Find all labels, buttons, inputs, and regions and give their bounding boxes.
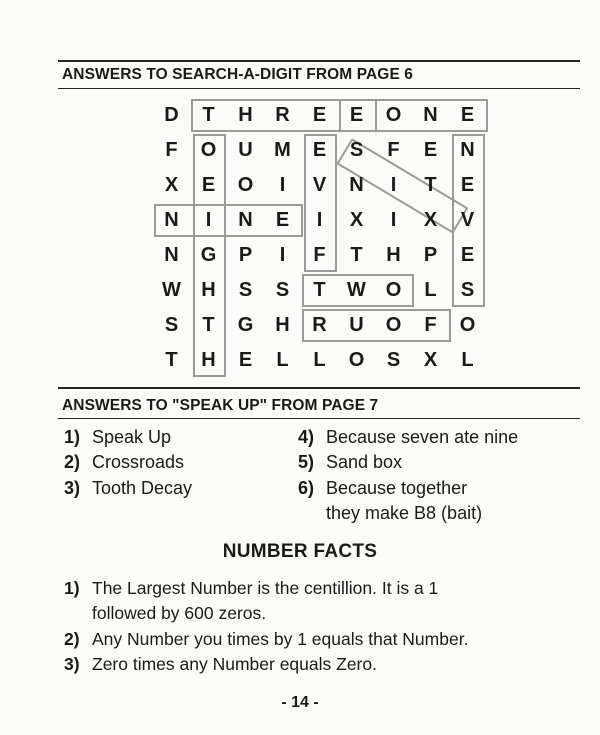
grid-letter: L: [461, 349, 475, 371]
page-number: - 14 -: [281, 694, 319, 711]
grid-letter: S: [460, 279, 476, 301]
speak-up-answer-4: [298, 425, 518, 449]
grid-letter: X: [423, 209, 439, 231]
grid-letter: T: [165, 349, 179, 371]
grid-letter: D: [164, 104, 180, 126]
grid-letter: O: [385, 314, 403, 336]
speak-up-underline-rule: [58, 418, 580, 419]
speak-up-answer-3: [64, 476, 192, 500]
grid-letter: F: [313, 244, 327, 266]
grid-letter: H: [386, 244, 402, 266]
answer-number: 3): [64, 478, 81, 498]
speak-up-section-title: ANSWERS TO "SPEAK UP" FROM PAGE 7: [62, 397, 379, 414]
grid-letter: H: [201, 279, 217, 301]
fact-1: [64, 576, 438, 600]
grid-letter: X: [423, 349, 439, 371]
grid-letter: E: [312, 139, 328, 161]
speak-up-answer-2: [64, 450, 184, 474]
grid-letter: F: [165, 139, 179, 161]
fact-number: 3): [64, 654, 80, 674]
grid-letter: P: [423, 244, 439, 266]
grid-letter: T: [313, 279, 327, 301]
grid-letter: S: [238, 279, 254, 301]
grid-letter: W: [347, 279, 367, 301]
speak-up-answer-6-continued: [326, 501, 482, 525]
grid-letter: S: [164, 314, 180, 336]
grid-letter: E: [201, 174, 217, 196]
fact-text: Any Number you times by 1 equals that Number.: [92, 629, 469, 649]
answer-number: 5): [298, 452, 315, 472]
answer-number: 4): [298, 427, 315, 447]
number-facts-title: NUMBER FACTS: [222, 541, 378, 562]
grid-letter: E: [349, 104, 365, 126]
speak-up-answer-1: [64, 425, 171, 449]
grid-letter: N: [423, 104, 439, 126]
grid-letter: H: [238, 104, 254, 126]
answer-text: Crossroads: [92, 452, 185, 472]
grid-letter: R: [275, 104, 291, 126]
grid-letter: V: [460, 209, 476, 231]
grid-letter: H: [201, 349, 217, 371]
word-search-grid: [157, 98, 487, 378]
top-rule: [58, 60, 580, 62]
grid-letter: O: [237, 174, 255, 196]
grid-letter: H: [275, 314, 291, 336]
grid-letter: O: [459, 314, 477, 336]
grid-letter: U: [238, 139, 254, 161]
grid-letter: E: [312, 104, 328, 126]
grid-letter: T: [350, 244, 364, 266]
grid-letter: E: [238, 349, 254, 371]
grid-letter: I: [390, 209, 398, 231]
grid-letter: S: [386, 349, 402, 371]
fact-2: [64, 627, 468, 651]
answer-text: Because together: [326, 478, 468, 498]
grid-letter: M: [274, 139, 292, 161]
grid-letter: O: [348, 349, 366, 371]
grid-letter: E: [423, 139, 439, 161]
grid-letter: V: [312, 174, 328, 196]
grid-letter: N: [349, 174, 365, 196]
grid-letter: O: [385, 104, 403, 126]
grid-letter: O: [200, 139, 218, 161]
answer-text: they make B8 (bait): [326, 503, 483, 523]
grid-letter: N: [164, 244, 180, 266]
grid-letter: F: [387, 139, 401, 161]
fact-text: Zero times any Number equals Zero.: [92, 654, 377, 674]
grid-letter: T: [202, 314, 216, 336]
fact-text: The Largest Number is the centillion. It is a 1: [92, 578, 439, 598]
grid-letter: O: [385, 279, 403, 301]
answer-number: 2): [64, 452, 81, 472]
grid-letter: U: [349, 314, 365, 336]
speak-up-answer-5: [298, 450, 402, 474]
fact-1-continued: [92, 601, 266, 625]
grid-letter: X: [164, 174, 180, 196]
answer-text: Tooth Decay: [92, 478, 193, 498]
grid-letter: I: [390, 174, 398, 196]
grid-letter: G: [200, 244, 218, 266]
grid-letter: L: [276, 349, 290, 371]
grid-letter: E: [460, 104, 476, 126]
title-underline-rule: [58, 88, 580, 89]
grid-letter: L: [313, 349, 327, 371]
answer-text: Because seven ate nine: [326, 427, 519, 447]
answer-text: Speak Up: [92, 427, 172, 447]
grid-letter: W: [162, 279, 182, 301]
grid-letter: I: [316, 209, 324, 231]
grid-letter: G: [237, 314, 255, 336]
answer-number: 6): [298, 478, 315, 498]
grid-letter: T: [202, 104, 216, 126]
grid-letter: E: [275, 209, 291, 231]
answer-text: Sand box: [326, 452, 403, 472]
grid-letter: N: [164, 209, 180, 231]
grid-letter: F: [424, 314, 438, 336]
grid-letter: E: [460, 174, 476, 196]
grid-letter: E: [460, 244, 476, 266]
grid-letter: I: [279, 174, 287, 196]
fact-text: followed by 600 zeros.: [92, 603, 267, 623]
fact-number: 1): [64, 578, 80, 598]
speak-up-answer-6: [298, 476, 467, 500]
fact-3: [64, 652, 377, 676]
grid-letter: P: [238, 244, 254, 266]
grid-letter: N: [238, 209, 254, 231]
fact-number: 2): [64, 629, 80, 649]
search-section-title: ANSWERS TO SEARCH-A-DIGIT FROM PAGE 6: [62, 66, 414, 83]
grid-letter: X: [349, 209, 365, 231]
grid-letter: S: [275, 279, 291, 301]
grid-letter: S: [349, 139, 365, 161]
grid-letter: I: [205, 209, 213, 231]
grid-letter: R: [312, 314, 328, 336]
grid-letter: L: [424, 279, 438, 301]
grid-letter: I: [279, 244, 287, 266]
answer-number: 1): [64, 427, 81, 447]
grid-letter: N: [460, 139, 476, 161]
mid-rule: [58, 387, 580, 389]
grid-letter: T: [424, 174, 438, 196]
